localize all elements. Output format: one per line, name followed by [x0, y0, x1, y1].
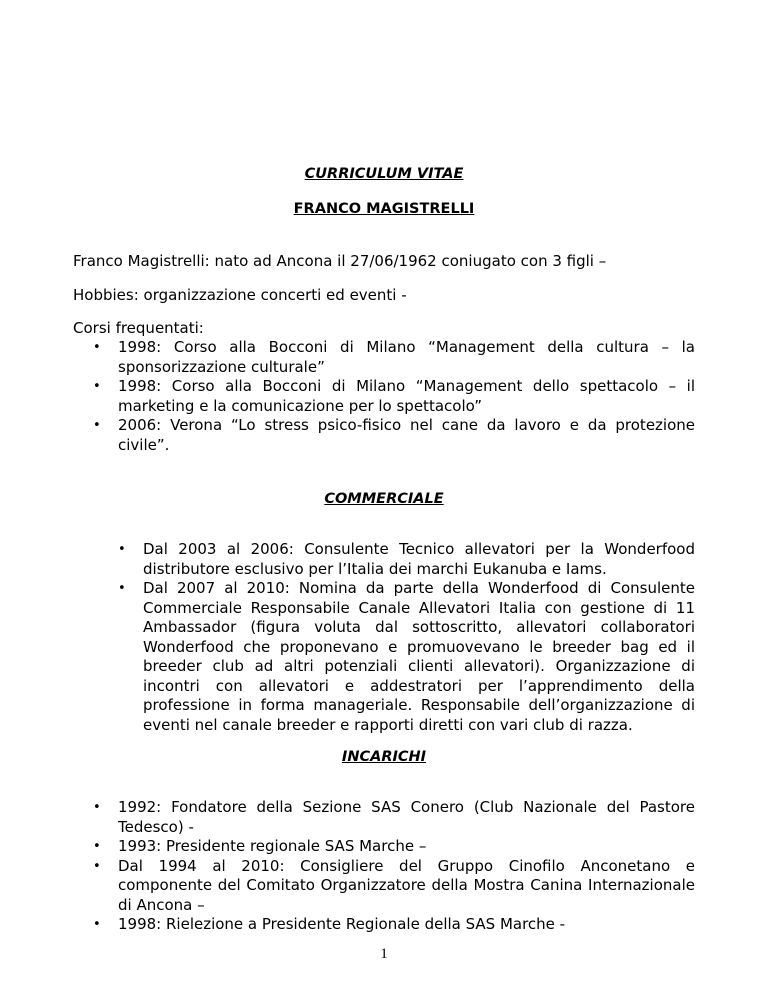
list-item: • 1992: Fondatore della Sezione SAS Conero (Club Nazionale del Pastore Tedesco) -	[118, 798, 695, 837]
section-heading-commerciale: COMMERCIALE	[324, 491, 444, 507]
list-item: • 1998: Corso alla Bocconi di Milano “Management della cultura – la sponsorizzazione culturale”	[118, 338, 695, 377]
courses-label: Corsi frequentati:	[73, 319, 204, 337]
page-number: 1	[380, 946, 388, 962]
section-heading-incarichi: INCARICHI	[341, 749, 427, 765]
document-title: CURRICULUM VITAE	[304, 166, 464, 182]
list-item: • 2006: Verona “Lo stress psico-fisico nel cane da lavoro e da protezione civile”.	[118, 416, 695, 455]
list-item: • Dal 2003 al 2006: Consulente Tecnico allevatori per la Wonderfood distributore esclusivo per l’Italia dei marchi Eukanuba e Iams.	[143, 540, 695, 579]
birth-info: Franco Magistrelli: nato ad Ancona il 27/06/1962 coniugato con 3 figli –	[73, 252, 607, 270]
list-item: • 1993: Presidente regionale SAS Marche –	[118, 837, 695, 857]
list-item: • 1998: Corso alla Bocconi di Milano “Management dello spettacolo – il marketing e la comunicazione per lo spettacolo”	[118, 377, 695, 416]
hobbies: Hobbies: organizzazione concerti ed eventi -	[73, 286, 407, 304]
incarichi-list	[118, 798, 695, 935]
commerciale-list	[143, 540, 695, 735]
courses-list	[118, 338, 695, 455]
list-item: • Dal 2007 al 2010: Nomina da parte della Wonderfood di Consulente Commerciale Responsabile Canale Allevatori Italia con gestione di 11 Ambassador (figura voluta dal sottoscritto, allevatori collaboratori Wonderfood che proponevano e promuovevano le breeder bag ed il breeder club ad altri potenziali clienti allevatori). Organizzazione di incontri con allevatori e addestratori per l’apprendimento della professione in forma manageriale. Responsabile dell’organizzazione di eventi nel canale breeder e rapporti diretti con vari club di razza.	[143, 579, 695, 735]
list-item: • 1998: Rielezione a Presidente Regionale della SAS Marche -	[118, 915, 695, 935]
list-item: • Dal 1994 al 2010: Consigliere del Gruppo Cinofilo Anconetano e componente del Comitato Organizzatore della Mostra Canina Internazionale di Ancona –	[118, 857, 695, 916]
person-name: FRANCO MAGISTRELLI	[293, 201, 475, 217]
